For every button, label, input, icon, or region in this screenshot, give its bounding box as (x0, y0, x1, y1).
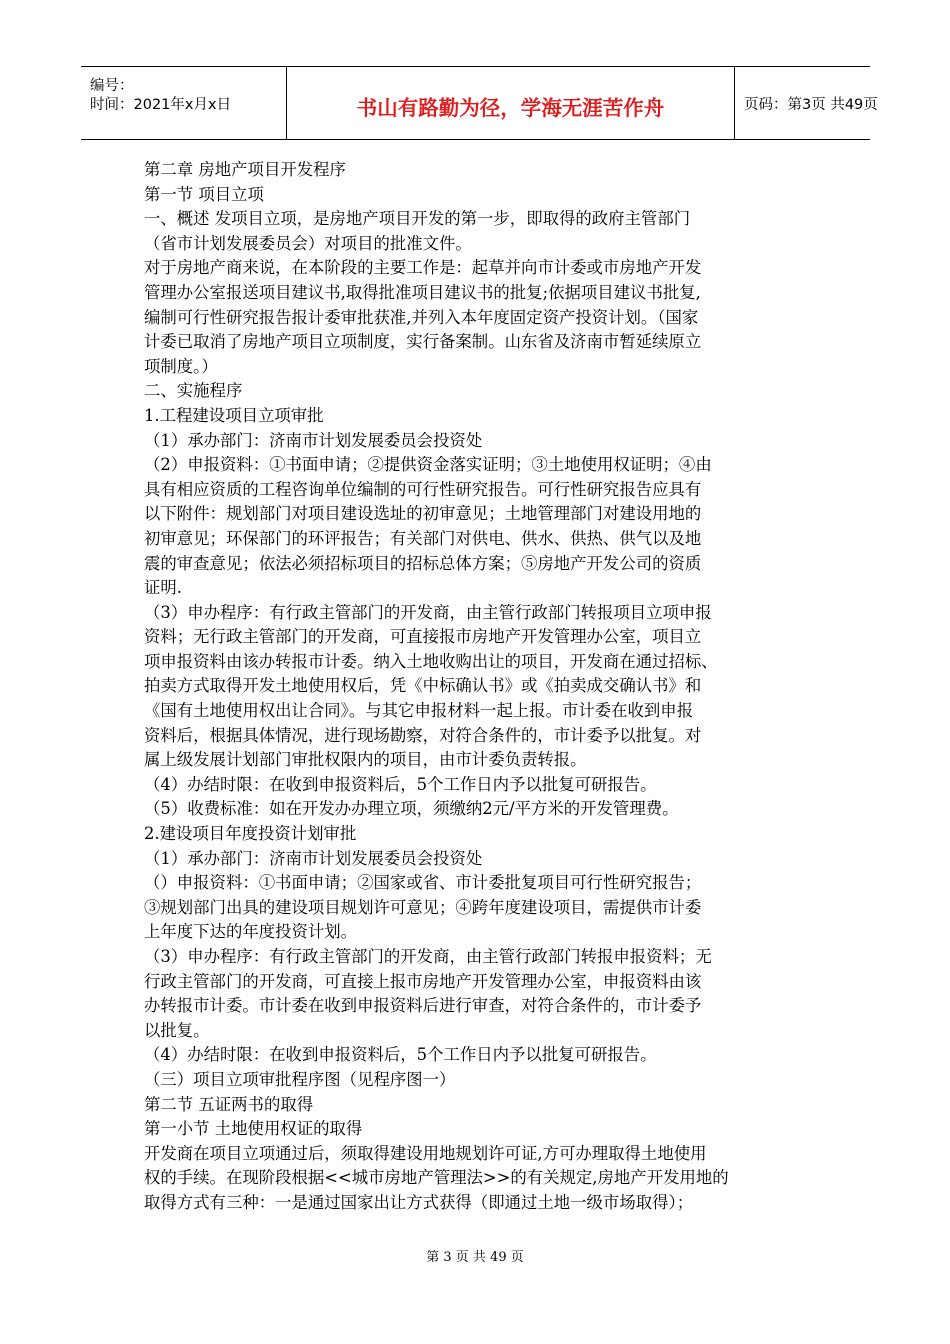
text-line: 计委已取消了房地产项目立项制度，实行备案制。山东省及济南市暂延续原立 (144, 332, 702, 352)
header-left-cell (81, 67, 286, 139)
text-line: 对于房地产商来说，在本阶段的主要工作是：起草并向市计委或市房地产开发 (144, 258, 702, 278)
text-line: （3）申办程序：有行政主管部门的开发商，由主管行政部门转报项目立项申报 (144, 602, 712, 622)
text-line: 资料；无行政主管部门的开发商，可直接报市房地产开发管理办公室，项目立 (144, 627, 702, 647)
text-line: 1.工程建设项目立项审批 (144, 405, 324, 425)
text-line: 行政主管部门的开发商，可直接上报市房地产开发管理办公室，申报资料由该 (144, 971, 702, 991)
text-line: （3）申办程序：有行政主管部门的开发商，由主管行政部门转报申报资料；无 (144, 947, 712, 966)
text-line: 拍卖方式取得开发土地使用权后，凭《中标确认书》或《拍卖成交确认书》和 (144, 676, 702, 696)
text-line: 初审意见；环保部门的环评报告；有关部门对供电、供水、供热、供气以及地 (144, 528, 702, 548)
text-line: 属上级发展计划部门审批权限内的项目，由市计委负责转报。 (144, 750, 587, 770)
text-line: （省市计划发展委员会）对项目的批准文件。 (144, 233, 472, 253)
text-line: 第一节 项目立项 (144, 184, 264, 204)
doc-number-label: 编号： (90, 78, 134, 94)
text-line: 办转报市计委。市计委在收到申报资料后进行审查，对符合条件的，市计委予 (144, 996, 702, 1016)
text-line: 二、实施程序 (144, 381, 243, 401)
text-line: 震的审查意见；依法必须招标项目的招标总体方案；⑤房地产开发公司的资质 (144, 553, 702, 573)
text-line: （4）办结时限：在收到申报资料后，5个工作日内予以批复可研报告。 (144, 774, 657, 794)
text-line: （三）项目立项审批程序图（见程序图一） (144, 1069, 456, 1089)
text-line: 开发商在项目立项通过后，须取得建设用地规划许可证,方可办理取得土地使用 (144, 1143, 707, 1163)
page-header (81, 66, 878, 140)
text-line: 权的手续。在现阶段根据<<城市房地产管理法>>的有关规定,房地产开发用地的 (144, 1168, 729, 1188)
page-footer: 第 3 页 共 49 页 (426, 1250, 524, 1265)
text-line: 第二节 五证两书的取得 (144, 1094, 314, 1114)
doc-date: 时间：2021年x月x日 (90, 97, 232, 113)
text-line: 编制可行性研究报告报计委审批获准,并列入本年度固定资产投资计划。（国家 (144, 307, 699, 327)
header-right-cell (735, 67, 878, 139)
text-line: （1）承办部门：济南市计划发展委员会投资处 (144, 848, 483, 868)
text-line: （1）承办部门：济南市计划发展委员会投资处 (144, 430, 483, 450)
text-line: 项申报资料由该办转报市计委。纳入土地收购出让的项目，开发商在通过招标、 (144, 651, 718, 671)
text-line: 取得方式有三种：一是通过国家出让方式获得（即通过土地一级市场取得）； (144, 1192, 694, 1212)
text-line: 以下附件：规划部门对项目建设选址的初审意见；土地管理部门对建设用地的 (144, 504, 702, 524)
text-line: ③规划部门出具的建设项目规划许可意见；④跨年度建设项目，需提供市计委 (144, 897, 702, 917)
text-line: 管理办公室报送项目建议书,取得批准项目建议书的批复;依据项目建议书批复, (144, 282, 701, 302)
text-line: （4）办结时限：在收到申报资料后，5个工作日内予以批复可研报告。 (144, 1045, 657, 1065)
text-line: 第二章 房地产项目开发程序 (144, 160, 346, 179)
text-line: （）申报资料：①书面申请；②国家或省、市计委批复项目可行性研究报告； (144, 873, 702, 893)
header-center-cell (286, 67, 735, 139)
text-line: 项制度。） (144, 356, 218, 376)
text-line: 上年度下达的年度投资计划。 (144, 922, 358, 942)
text-line: 具有相应资质的工程咨询单位编制的可行性研究报告。可行性研究报告应具有 (144, 479, 702, 499)
header-motto: 书山有路勤为径，学海无涯苦作舟 (356, 96, 665, 120)
page-number-header: 页码：第3页 共49页 (744, 97, 878, 113)
document-body (144, 158, 814, 1216)
text-line: 一、概述 发项目立项，是房地产项目开发的第一步，即取得的政府主管部门 (144, 209, 691, 229)
text-line: （5）收费标准：如在开发办办理立项，须缴纳2元/平方米的开发管理费。 (144, 799, 679, 819)
text-line: 第一小节 土地使用权证的取得 (144, 1119, 363, 1139)
text-line: （2）申报资料：①书面申请；②提供资金落实证明；③土地使用权证明；④由 (144, 455, 712, 475)
text-line: 以批复。 (144, 1020, 210, 1040)
text-line: 证明. (144, 578, 182, 598)
text-line: 2.建设项目年度投资计划审批 (144, 824, 357, 844)
text-line: 资料后，根据具体情况，进行现场勘察，对符合条件的，市计委予以批复。对 (144, 725, 702, 745)
text-line: 《国有土地使用权出让合同》。与其它申报材料一起上报。市计委在收到申报 (144, 701, 694, 721)
